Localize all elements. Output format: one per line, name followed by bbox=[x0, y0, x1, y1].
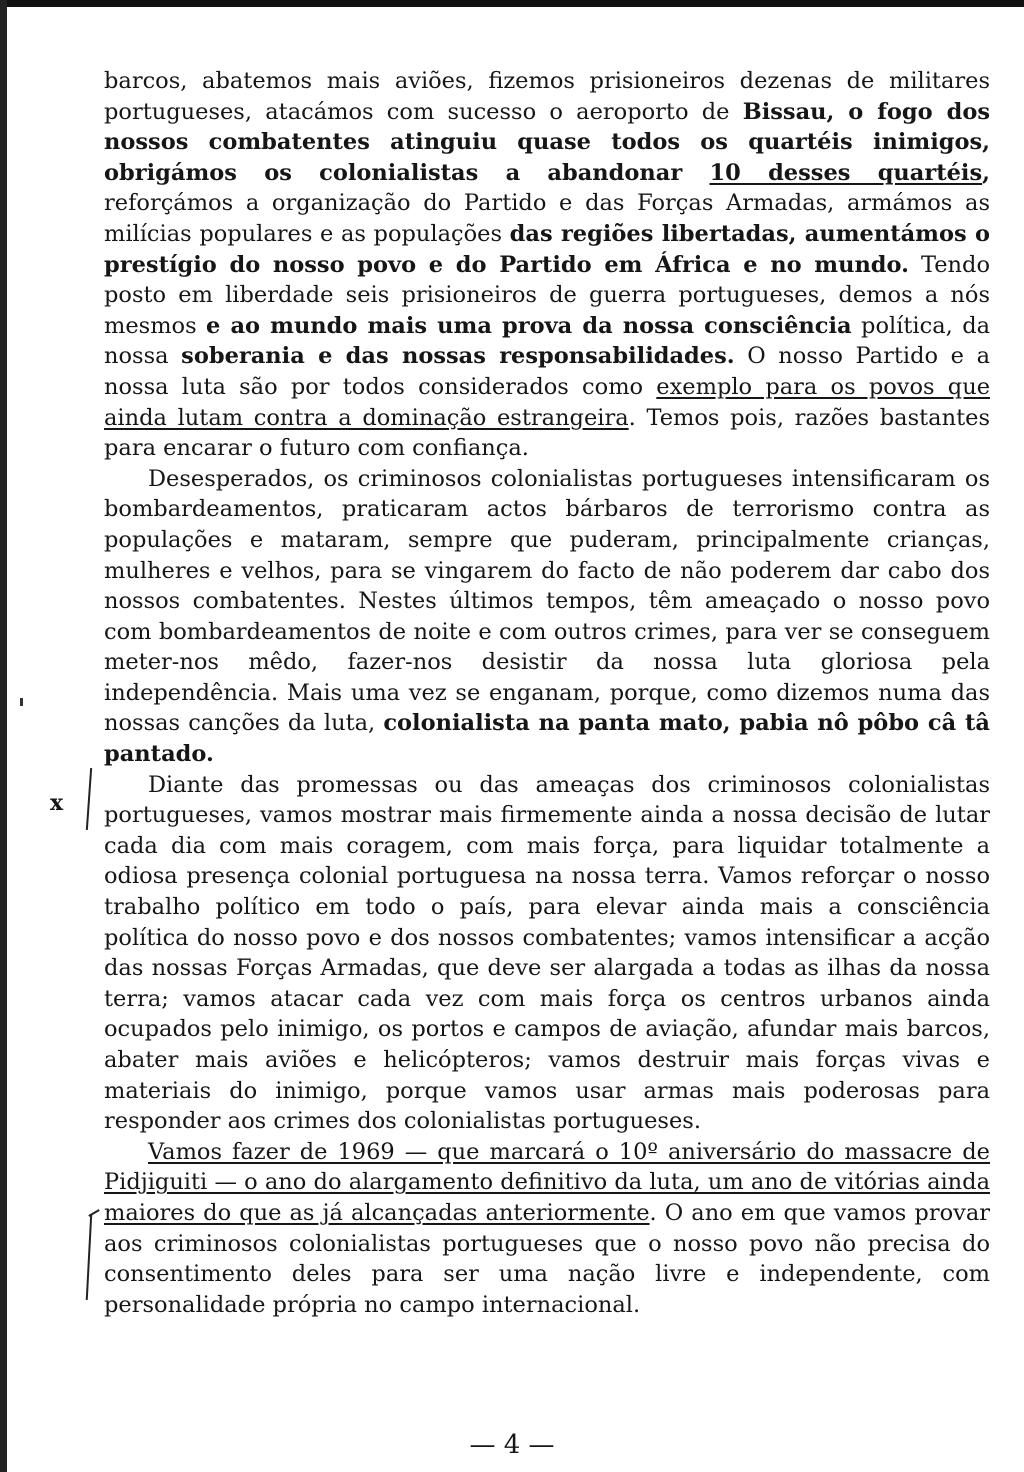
paragraph-1: barcos, abatemos mais aviões, fizemos prisioneiros dezenas de militares portugueses, atacámos com sucesso o aeroporto de Bissau, o fogo dos nossos combatentes atinguiu quase todos os quartéis inimigos, obrigámos os colonialistas a abandonar 10 desses quartéis, reforçámos a organização do Partido e das Forças Armadas, armámos as milícias populares e as populações das regiões libertadas, aumentámos o prestígio do nosso povo e do Partido em África e no mundo. Tendo posto em liberdade seis prisioneiros de guerra portugueses, demos a nós mesmos e ao mundo mais uma prova da nossa consciência política, da nossa soberania e das nossas responsabilidades. O nosso Partido e a nossa luta são por todos considerados como exemplo para os povos que ainda lutam contra a dominação estrangeira. Temos pois, razões bastantes para encarar o futuro com confiança. bbox=[104, 68, 991, 462]
underlined-phrase-1969: Vamos fazer de 1969 — que marcará o 10º aniversário do massacre de Pidjiguiti — o ano do alargamento definitivo da luta, um ano de vitórias ainda maiores do que as já alcançadas anteriormente bbox=[104, 1138, 990, 1226]
margin-dot bbox=[20, 698, 23, 706]
underlined-phrase-quarteis: 10 desses quartéis bbox=[709, 159, 983, 186]
underlined-phrase-exemplo: exemplo para os povos que ainda lutam contra a dominação estrangeira bbox=[104, 373, 991, 431]
page-left-border bbox=[0, 0, 7, 1472]
document-body bbox=[104, 66, 990, 1320]
paragraph-4: Vamos fazer de 1969 — que marcará o 10º aniversário do massacre de Pidjiguiti — o ano do alargamento definitivo da luta, um ano de vitórias ainda maiores do que as já alcançadas anteriormente. O ano em que vamos provar aos criminosos colonialistas portugueses que o nosso povo não precisa do consentimento deles para ser uma nação livre e independente, com personalidade própria no campo internacional. bbox=[104, 1138, 991, 1318]
page-number: — 4 — bbox=[469, 1430, 555, 1460]
margin-bar-2 bbox=[86, 1214, 92, 1300]
margin-x-mark: x bbox=[50, 790, 64, 816]
paragraph-2: Desesperados, os criminosos colonialistas portugueses intensificaram os bombardeamentos, praticaram actos bárbaros de terrorismo contra as populações e mataram, sempre que puderam, principalmente crianças, mulheres e velhos, para se vingarem do facto de não poderem dar cabo dos nossos combatentes. Nestes últimos tempos, têm ameaçado o nosso povo com bombardeamentos de noite e com outros crimes, para ver se conseguem meter-nos mêdo, fazer-nos desistir da nossa luta gloriosa pela independência. Mais uma vez se enganam, porque, como dizemos numa das nossas canções da luta, colonialista na panta mato, pabia nô pôbo câ tâ pantado. bbox=[104, 465, 990, 768]
page-top-border bbox=[0, 0, 1024, 7]
song-quote: colonialista na panta mato, pabia nô pôbo câ tâ pantado bbox=[104, 710, 990, 768]
margin-bar-1 bbox=[86, 768, 92, 830]
paragraph-3: Diante das promessas ou das ameaças dos criminosos colonialistas portugueses, vamos mostrar mais firmemente ainda a nossa decisão de lutar cada dia com mais coragem, com mais força, para liquidar totalmente a odiosa presença colonial portuguesa na nossa terra. Vamos reforçar o nosso trabalho político em todo o país, para elevar ainda mais a consciência política do nosso povo e dos nossos combatentes; vamos intensificar a acção das nossas Forças Armadas, que deve ser alargada a todas as ilhas da nossa terra; vamos atacar cada vez com mais força os centros urbanos ainda ocupados pelo inimigo, os portos e campos de aviação, afundar mais barcos, abater mais aviões e helicópteros; vamos destruir mais forças vivas e materiais do inimigo, porque vamos usar armas mais poderosas para responder aos crimes dos colonialistas portugueses. bbox=[104, 771, 990, 1135]
